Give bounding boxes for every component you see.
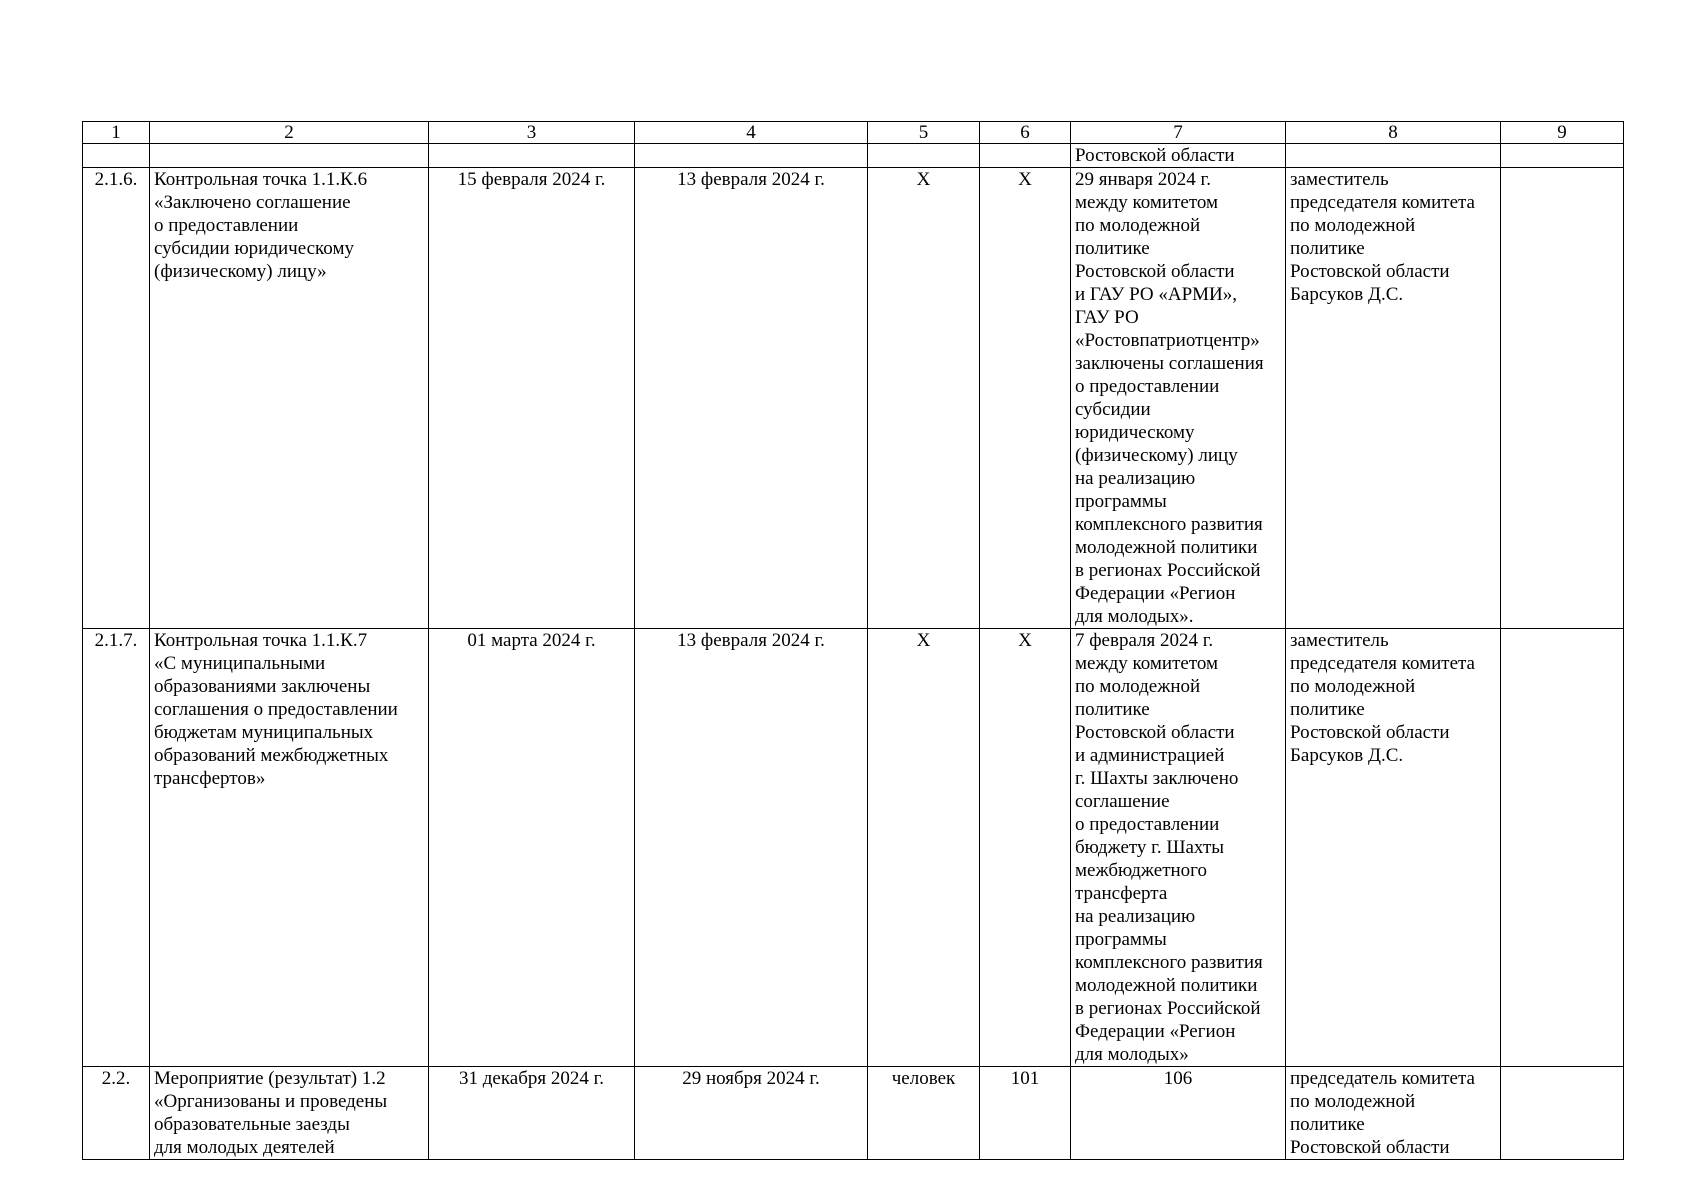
table-row bbox=[83, 629, 1624, 1067]
row-responsible: председатель комитета по молодежной политике Ростовской области bbox=[1286, 1067, 1501, 1160]
header-col-6: 6 bbox=[980, 122, 1071, 144]
continuation-text: Ростовской области bbox=[1071, 144, 1286, 168]
row-name: Мероприятие (результат) 1.2 «Организованы и проведены образовательные заезды для молодых деятелей bbox=[150, 1067, 429, 1160]
row-fact-date: 13 февраля 2024 г. bbox=[635, 168, 868, 629]
header-col-7: 7 bbox=[1071, 122, 1286, 144]
cell bbox=[429, 144, 635, 168]
row-fact-date: 13 февраля 2024 г. bbox=[635, 629, 868, 1067]
table-row bbox=[83, 1067, 1624, 1160]
row-plan-value: Х bbox=[980, 629, 1071, 1067]
row-plan-date: 01 марта 2024 г. bbox=[429, 629, 635, 1067]
continuation-row bbox=[83, 144, 1624, 168]
row-plan-value: 101 bbox=[980, 1067, 1071, 1160]
row-unit: Х bbox=[868, 168, 980, 629]
row-fact-info: 7 февраля 2024 г. между комитетом по молодежной политике Ростовской области и администрацией г. Шахты заключено соглашение о предоставлении бюджету г. Шахты межбюджетного трансферта на реализацию программы комплексного развития молодежной политики в регионах Российской Федерации «Регион для молодых» bbox=[1071, 629, 1286, 1067]
header-col-1: 1 bbox=[83, 122, 150, 144]
row-responsible: заместитель председателя комитета по молодежной политике Ростовской области Барсуков Д.С. bbox=[1286, 168, 1501, 629]
table-row bbox=[83, 168, 1624, 629]
report-table bbox=[82, 121, 1624, 1160]
row-unit: Х bbox=[868, 629, 980, 1067]
cell bbox=[83, 144, 150, 168]
row-col9 bbox=[1501, 168, 1624, 629]
row-fact-date: 29 ноября 2024 г. bbox=[635, 1067, 868, 1160]
row-number: 2.2. bbox=[83, 1067, 150, 1160]
row-plan-date: 31 декабря 2024 г. bbox=[429, 1067, 635, 1160]
header-col-5: 5 bbox=[868, 122, 980, 144]
row-fact-info: 29 января 2024 г. между комитетом по молодежной политике Ростовской области и ГАУ РО «АРМИ», ГАУ РО «Ростовпатриотцентр» заключены соглашения о предоставлении субсидии юридическому (физическому) лицу на реализацию программы комплексного развития молодежной политики в регионах Российской Федерации «Регион для молодых». bbox=[1071, 168, 1286, 629]
cell bbox=[1501, 144, 1624, 168]
row-plan-value: Х bbox=[980, 168, 1071, 629]
header-col-4: 4 bbox=[635, 122, 868, 144]
row-col9 bbox=[1501, 629, 1624, 1067]
row-fact-info: 106 bbox=[1071, 1067, 1286, 1160]
cell bbox=[1286, 144, 1501, 168]
header-col-3: 3 bbox=[429, 122, 635, 144]
row-number: 2.1.7. bbox=[83, 629, 150, 1067]
cell bbox=[868, 144, 980, 168]
cell bbox=[635, 144, 868, 168]
header-col-8: 8 bbox=[1286, 122, 1501, 144]
row-responsible: заместитель председателя комитета по молодежной политике Ростовской области Барсуков Д.С. bbox=[1286, 629, 1501, 1067]
row-unit: человек bbox=[868, 1067, 980, 1160]
row-col9 bbox=[1501, 1067, 1624, 1160]
cell bbox=[150, 144, 429, 168]
row-name: Контрольная точка 1.1.К.7 «С муниципальными образованиями заключены соглашения о предоставлении бюджетам муниципальных образований межбюджетных трансфертов» bbox=[150, 629, 429, 1067]
header-number-row bbox=[83, 122, 1624, 144]
header-col-9: 9 bbox=[1501, 122, 1624, 144]
cell bbox=[980, 144, 1071, 168]
row-number: 2.1.6. bbox=[83, 168, 150, 629]
row-plan-date: 15 февраля 2024 г. bbox=[429, 168, 635, 629]
header-col-2: 2 bbox=[150, 122, 429, 144]
row-name: Контрольная точка 1.1.К.6 «Заключено соглашение о предоставлении субсидии юридическому (физическому) лицу» bbox=[150, 168, 429, 629]
